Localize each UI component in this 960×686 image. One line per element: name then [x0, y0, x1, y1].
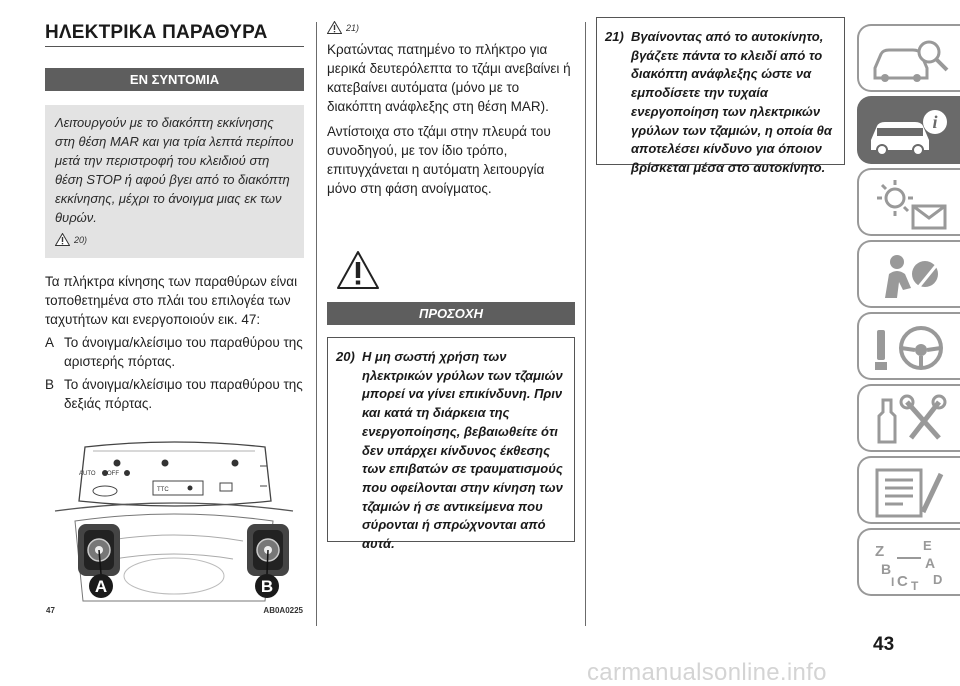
list-item [45, 375, 304, 413]
list-text: Το άνοιγμα/κλείσιμο του παραθύρου της αριστερής πόρτας. [64, 335, 303, 369]
note-ref-label: 21) [346, 22, 360, 33]
note-ref-21[interactable] [327, 21, 575, 34]
car-info-icon [867, 104, 953, 160]
index-letter: T [911, 579, 919, 592]
section-title: ΗΛΕΚΤΡΙΚΑ ΠΑΡΑΘΥΡΑ [45, 22, 268, 43]
panel-label-off: OFF [107, 471, 119, 477]
index-letter: D [933, 572, 943, 587]
large-warning-triangle-icon [336, 250, 380, 290]
auto-operation-paragraph: Κρατώντας πατημένο το πλήκτρο για μερικά δευτερόλεπτα το τζάμι ανεβαίνει ή κατεβαίνει αυτόματα (μόνο με το διακόπτη ανάφλεξης στη θέση MAR). [327, 42, 571, 114]
column-divider [316, 22, 317, 626]
tab-safety[interactable] [857, 240, 960, 308]
warning-triangle-icon [55, 233, 70, 246]
figure-caption [45, 606, 304, 615]
figure-number: 47 [46, 606, 55, 615]
summary-band: ΕΝ ΣΥΝΤΟΜΙΑ [45, 68, 304, 91]
page-number: 43 [873, 634, 895, 655]
list-item [45, 333, 304, 371]
callout-a: A [94, 577, 108, 596]
title-rule [45, 46, 304, 47]
tab-driving[interactable] [857, 312, 960, 380]
checklist-icon [867, 464, 953, 520]
intro-paragraph: Τα πλήκτρα κίνησης των παραθύρων είναι τοποθετημένα στο πλάι του επιλογέα των ταχυτήτων και ενεργοποιούν εικ. 47: [45, 274, 298, 327]
right-column [596, 0, 845, 175]
summary-text: Λειτουργούν με το διακόπτη εκκίνησης στη θέση MAR και για τρία λεπτά περίπου μετά την περιστροφή του κλειδιού στη θέση STOP ή αφού βγει από το διακόπτη εκκίνησης, μέχρι το άνοιγμα μιας εκ των θυρών. [55, 115, 294, 225]
callout-b: B [260, 577, 274, 596]
button-list [45, 333, 304, 413]
column-divider [585, 22, 586, 626]
tools-icon [867, 392, 953, 448]
index-letter: B [881, 561, 892, 577]
warning-entry [605, 28, 834, 178]
tab-car-search[interactable] [857, 24, 960, 92]
warning-entry [336, 348, 564, 554]
passenger-window-paragraph: Αντίστοιχα στο τζάμι στην πλευρά του συνοδηγού, με τον ίδιο τρόπο, επιτυγχάνεται η αυτόματη λειτουργία μόνο στη φάση ανοίγματος. [327, 124, 551, 196]
summary-box [45, 105, 304, 258]
index-letter: E [923, 538, 932, 553]
panel-label-auto: AUTO [79, 471, 96, 477]
info-badge: i [932, 112, 938, 132]
watermark: carmanualsonline.info [587, 659, 827, 686]
list-key: A [45, 335, 55, 350]
warning-number: 21) [605, 29, 624, 44]
summary-note-ref[interactable] [55, 233, 295, 246]
tab-car-info[interactable] [857, 96, 960, 164]
chapter-sidebar [857, 24, 960, 600]
figure-47 [45, 441, 304, 615]
warning-number: 20) [336, 349, 355, 364]
warning-lights-icon [867, 176, 953, 232]
figure-code: AB0A0225 [263, 606, 303, 615]
index-letter: Z [875, 543, 885, 560]
caution-band: ΠΡΟΣΟΧΗ [327, 302, 575, 325]
window-buttons-illustration [45, 441, 304, 605]
tab-warning-lights[interactable] [857, 168, 960, 236]
index-letter: A [925, 555, 936, 571]
index-letter: I [891, 575, 895, 589]
car-search-icon [867, 32, 953, 88]
steering-wheel-icon [867, 320, 953, 376]
index-letters-icon [867, 536, 953, 592]
warning-box-21 [596, 17, 845, 175]
warning-triangle-icon [327, 21, 342, 34]
list-key: B [45, 377, 55, 392]
tab-emergency[interactable] [857, 384, 960, 452]
tab-maintenance[interactable] [857, 456, 960, 524]
note-ref-label: 20) [74, 234, 88, 245]
index-letter: C [897, 573, 908, 590]
airbag-safety-icon [867, 248, 953, 304]
list-text: Το άνοιγμα/κλείσιμο του παραθύρου της δεξιάς πόρτας. [64, 377, 303, 411]
warning-box-20 [327, 337, 575, 552]
tab-index[interactable] [857, 528, 960, 596]
warning-text: Η μη σωστή χρήση των ηλεκτρικών γρύλων των τζαμιών μπορεί να γίνει επικίνδυνη. Πριν και κατά τη διάρκεια της ενεργοποίησης, βεβαιωθείτε ότι δεν υπάρχει κίνδυνος έκθεσης των επιβατών σε τραυματισμούς που οφείλονται στην κίνηση των τζαμιών ή σε αντικείμενα που σύρονται ή σπρώχνονται από αυτά. [362, 349, 563, 552]
left-column [45, 0, 304, 417]
warning-text: Βγαίνοντας από το αυτοκίνητο, βγάζετε πάντα το κλειδί από το διακόπτη ανάφλεξης ώστε να εμποδίσετε την τυχαία ενεργοποίηση των ηλεκτρικών γρύλων των τζαμιών, η οποία θα αποτελέσει κίνδυνο για όποιον βρίσκεται μέσα στο αυτοκίνητο. [631, 29, 832, 175]
panel-label-ttc: TTC [157, 487, 169, 493]
